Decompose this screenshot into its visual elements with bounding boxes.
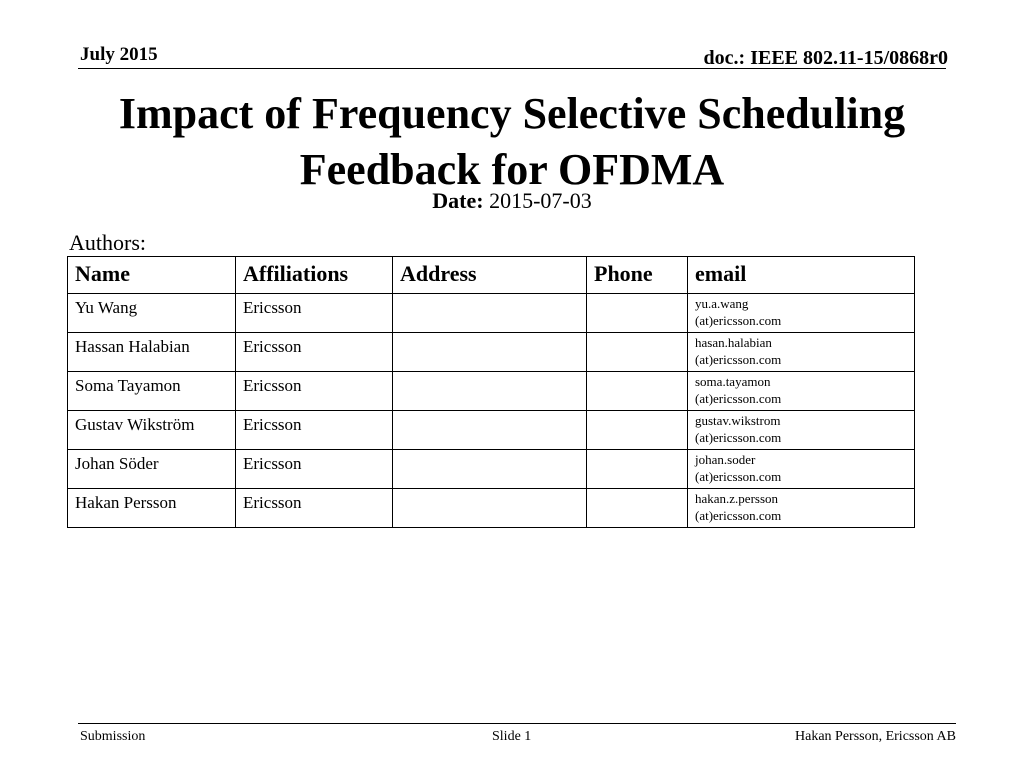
email-user: soma.tayamon [695,374,771,389]
author-email [688,450,915,489]
table-row [68,450,915,489]
table-row [68,294,915,333]
email-user: yu.a.wang [695,296,749,311]
author-phone [587,333,688,372]
header-doc-id: doc.: IEEE 802.11-15/0868r0 [703,47,948,69]
footer-submission: Submission [80,729,146,744]
author-affiliation: Ericsson [236,411,393,450]
author-name: Soma Tayamon [68,372,236,411]
author-affiliation: Ericsson [236,372,393,411]
author-email [688,372,915,411]
author-name: Johan Söder [68,450,236,489]
table-header-row [68,257,915,294]
author-address [393,411,587,450]
email-user: gustav.wikstrom [695,413,781,428]
author-name: Hakan Persson [68,489,236,528]
column-header-name: Name [68,257,236,294]
email-user: hasan.halabian [695,335,772,350]
email-domain: (at)ericsson.com [695,352,782,367]
authors-label: Authors: [69,230,146,255]
column-header-address: Address [393,257,587,294]
table-row [68,411,915,450]
email-user: hakan.z.persson [695,491,779,506]
date-label: Date: [432,188,484,213]
author-phone [587,372,688,411]
column-header-affiliations: Affiliations [236,257,393,294]
author-email [688,411,915,450]
author-email [688,489,915,528]
email-user: johan.soder [695,452,756,467]
author-address [393,294,587,333]
author-affiliation: Ericsson [236,450,393,489]
table-row [68,333,915,372]
footer-author: Hakan Persson, Ericsson AB [795,729,956,744]
email-domain: (at)ericsson.com [695,469,782,484]
author-address [393,333,587,372]
table-row [68,372,915,411]
authors-table [67,256,915,528]
author-phone [587,450,688,489]
author-address [393,489,587,528]
author-affiliation: Ericsson [236,333,393,372]
footer-slide-number: Slide 1 [492,729,532,744]
author-address [393,372,587,411]
author-address [393,450,587,489]
author-email [688,333,915,372]
email-domain: (at)ericsson.com [695,508,782,523]
slide-title [0,86,1024,198]
author-name: Hassan Halabian [68,333,236,372]
email-domain: (at)ericsson.com [695,313,782,328]
author-affiliation: Ericsson [236,489,393,528]
author-email [688,294,915,333]
email-domain: (at)ericsson.com [695,430,782,445]
author-affiliation: Ericsson [236,294,393,333]
author-phone [587,411,688,450]
header-divider [78,68,946,69]
author-name: Gustav Wikström [68,411,236,450]
column-header-email: email [688,257,915,294]
column-header-phone: Phone [587,257,688,294]
author-name: Yu Wang [68,294,236,333]
footer-divider [78,723,956,724]
date-value: 2015-07-03 [489,188,592,213]
header-date: July 2015 [80,44,158,65]
slide-title-line-2: Feedback for OFDMA [299,145,725,194]
email-domain: (at)ericsson.com [695,391,782,406]
slide-title-line-1: Impact of Frequency Selective Scheduling [118,89,906,138]
author-phone [587,294,688,333]
table-row [68,489,915,528]
author-phone [587,489,688,528]
date-line [0,188,1024,214]
